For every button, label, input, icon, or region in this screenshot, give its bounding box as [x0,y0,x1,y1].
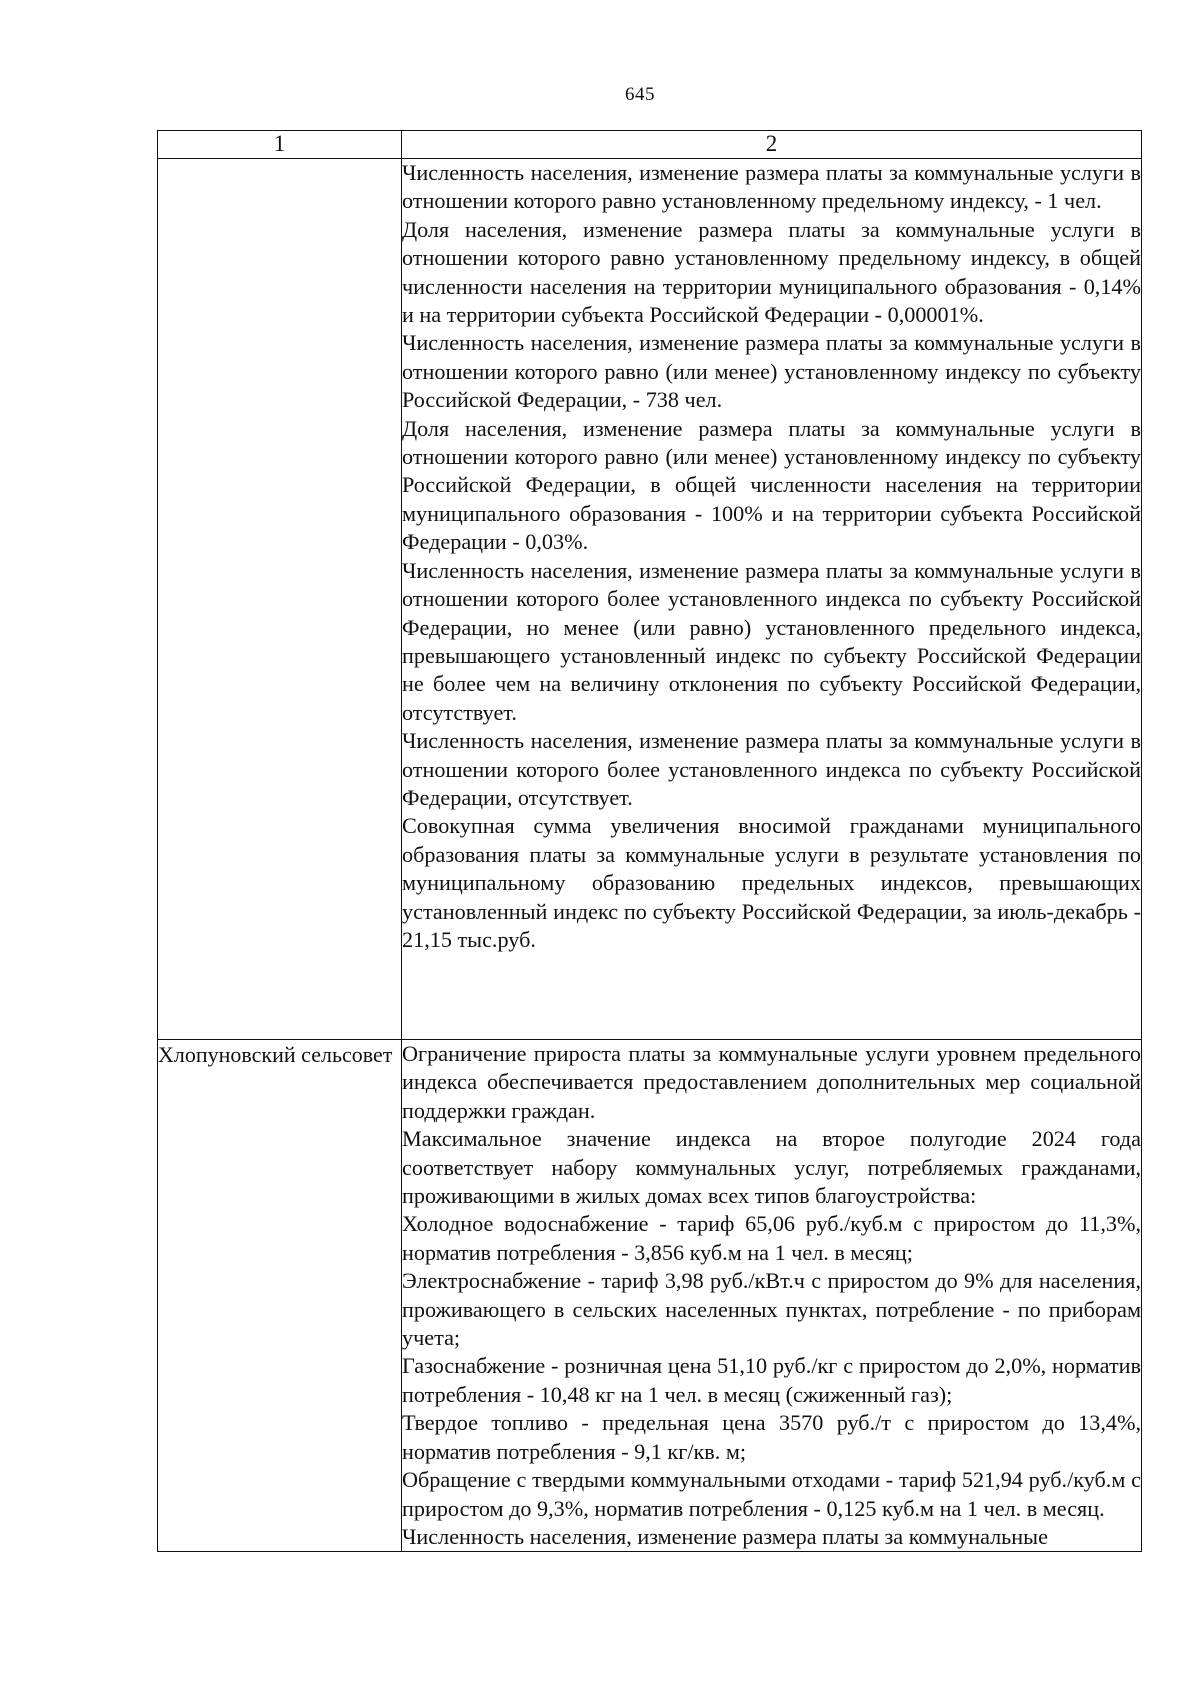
municipality-cell [158,159,402,1040]
description-cell [402,1040,1142,1552]
page-number: 645 [625,84,655,105]
paragraph: Численность населения, изменение размера платы за коммунальные услуги в отношении которого более установленного индекса по субъекту Российской Федерации, но менее (или равно) установленного предельного индекса, превышающего установленный индекс по субъекту Российской Федерации не более чем на величину отклонения по субъекту Российской Федерации, отсутствует. [402,557,1141,725]
paragraph: Ограничение прироста платы за коммунальные услуги уровнем предельного индекса обеспечивается предоставлением дополнительных мер социальной поддержки граждан. [402,1041,1141,1123]
paragraph: Совокупная сумма увеличения вносимой гражданами муниципального образования платы за коммунальные услуги в результате установления по муниципальному образованию предельных индексов, превышающих установленный индекс по субъекту Российской Федерации, за июль-декабрь - 21,15 тыс.руб. [402,813,1141,952]
paragraph: Обращение с твердыми коммунальными отходами - тариф 521,94 руб./куб.м с приростом до 9,3%, норматив потребления - 0,125 куб.м на 1 чел. в месяц. [402,1467,1141,1521]
document-table [157,130,1142,1552]
paragraph: Электроснабжение - тариф 3,98 руб./кВт.ч с приростом до 9% для населения, проживающего в сельских населенных пунктах, потребление - по приборам учета; [402,1268,1141,1351]
header-col-2: 2 [402,131,1142,159]
paragraph: Доля населения, изменение размера платы за коммунальные услуги в отношении которого равно (или менее) установленному индексу по субъекту Российской Федерации, в общей численности населения на территории муниципального образования - 100% и на территории субъекта Российской Федерации - 0,03%. [402,415,1141,555]
table-row [158,1040,1142,1552]
paragraph: Холодное водоснабжение - тариф 65,06 руб./куб.м с приростом до 11,3%, норматив потребления - 3,856 куб.м на 1 чел. в месяц; [402,1211,1141,1265]
header-col-1: 1 [158,131,402,159]
paragraph: Численность населения, изменение размера платы за коммунальные услуги в отношении которого равно (или менее) установленному индексу по субъекту Российской Федерации, - 738 чел. [402,330,1141,413]
description-cell [402,159,1142,1040]
municipality-cell: Хлопуновский сельсовет [158,1040,402,1552]
table-row [158,159,1142,1040]
paragraph: Газоснабжение - розничная цена 51,10 руб./кг с приростом до 2,0%, норматив потребления - 10,48 кг на 1 чел. в месяц (сжиженный газ); [402,1353,1141,1407]
paragraph: Твердое топливо - предельная цена 3570 руб./т с приростом до 13,4%, норматив потребления - 9,1 кг/кв. м; [402,1410,1141,1464]
paragraph: Доля населения, изменение размера платы за коммунальные услуги в отношении которого равно установленному предельному индексу, в общей численности населения на территории муниципального образования - 0,14% и на территории субъекта Российской Федерации - 0,00001%. [402,216,1141,328]
paragraph: Максимальное значение индекса на второе полугодие 2024 года соответствует набору коммунальных услуг, потребляемых гражданами, проживающими в жилых домах всех типов благоустройства: [402,1126,1141,1209]
table-header-row [158,131,1142,159]
paragraph: Численность населения, изменение размера платы за коммунальные услуги в отношении которого более установленного индекса по субъекту Российской Федерации, отсутствует. [402,728,1141,810]
paragraph: Численность населения, изменение размера платы за коммунальные [402,1523,1048,1549]
paragraph: Численность населения, изменение размера платы за коммунальные услуги в отношении которого равно установленному предельному индексу, - 1 чел. [402,160,1141,214]
